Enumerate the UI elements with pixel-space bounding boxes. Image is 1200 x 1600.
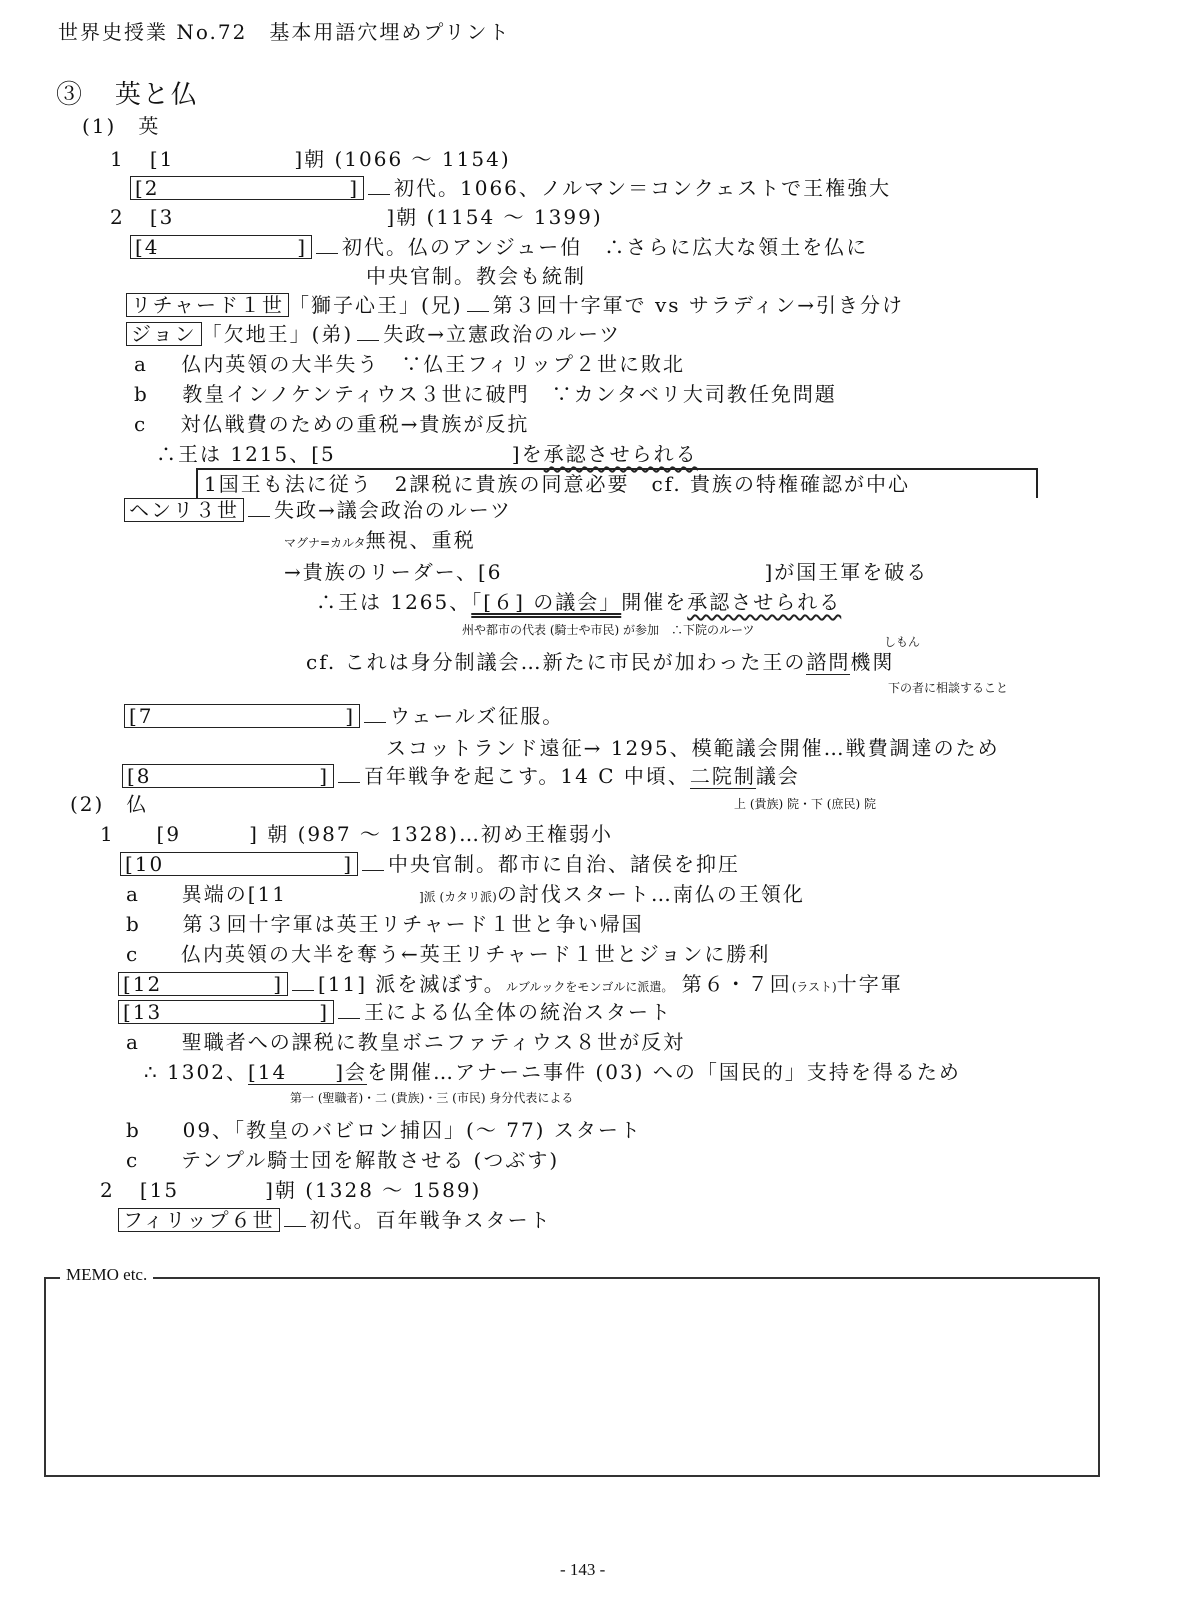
term-philippe-6: フィリップ６世 — [118, 1208, 280, 1232]
blank-9[interactable]: [9 — [156, 822, 182, 846]
ruby-shimon: しもん — [884, 635, 921, 649]
term-henry-3: ヘンリ３世 — [124, 498, 244, 522]
section-title — [56, 78, 199, 112]
england-heading: (1) 英 — [82, 114, 161, 138]
eng-item-b: b 教皇インノケンティウス３世に破門 ∵カンタベリ大司教任免問題 — [134, 382, 837, 406]
eng-line-22: [8 ] 百年戦争を起こす。14 C 中頃、二院制議会 — [122, 762, 800, 790]
fra-item-c2: c テンプル騎士団を解散させる (つぶす) — [126, 1148, 560, 1172]
blank-5[interactable]: ∴王は 1215、[5 — [156, 442, 336, 466]
fra-line-2: [10 ] 中央官制。都市に自治、諸侯を抑圧 — [120, 850, 740, 878]
eng-note-shimon: 下の者に相談すること — [888, 681, 1009, 695]
eng-line-1: 1 [1 ]朝 (1066 〜 1154) — [110, 147, 511, 171]
eng-line-15: →貴族のリーダー、[6 ]が国王軍を破る — [284, 560, 929, 584]
fra-item-a2: a 聖職者への課税に教皇ボニファティウス８世が反対 — [126, 1030, 686, 1054]
fra-line-7: [13 ] 王による仏全体の統治スタート — [118, 998, 672, 1026]
eng-item-c: c 対仏戦費のための重税→貴族が反抗 — [134, 412, 530, 436]
blank-4[interactable]: [4 ] — [130, 235, 312, 259]
memo-label: MEMO etc. — [60, 1263, 153, 1287]
section-number: ③ — [56, 80, 85, 110]
eng-line-5: 中央官制。教会も統制 — [366, 264, 586, 288]
blank-6[interactable]: →貴族のリーダー、[6 — [284, 560, 503, 584]
term-john: ジョン — [126, 322, 202, 346]
magna-carta-contents: 1国王も法に従う 2課税に貴族の同意必要 cf. 貴族の特権確認が中心 — [196, 468, 1038, 498]
fra-note-estates: 第一 (聖職者)・二 (貴族)・三 (市民) 身分代表による — [290, 1091, 574, 1105]
blank-11[interactable]: 異端の[11 — [181, 882, 287, 906]
section-title-text: 英と仏 — [114, 80, 199, 110]
france-heading: (2) 仏 — [70, 792, 149, 816]
eng-line-4: [4 ] 初代。仏のアンジュー伯 ∴さらに広大な領土を仏に — [130, 233, 868, 261]
blank-15[interactable]: [15 — [139, 1178, 180, 1202]
fra-item-b: b 第３回十字軍は英王リチャード１世と争い帰国 — [126, 912, 644, 936]
eng-line-2: [2 ] 初代。1066、ノルマン＝コンクェストで王権強大 — [130, 174, 891, 202]
term-richard-1: リチャード１世 — [126, 293, 289, 317]
fra-line-6: [12 ] [11] 派を滅ぼす。ルブルックをモンゴルに派遣。 第６・７回(ラスト)十字軍 — [118, 970, 903, 998]
fra-item-a: a 異端の[11 ]派 (カタリ派)の討伐スタート…南仏の王領化 — [126, 882, 805, 906]
memo-area[interactable] — [44, 1277, 1100, 1477]
blank-12[interactable]: [12 ] — [118, 972, 288, 996]
eng-line-14: マグナ=カルタ無視、重税 — [284, 528, 476, 552]
fra-line-14: フィリップ６世 初代。百年戦争スタート — [118, 1206, 552, 1234]
eng-note-1265: 州や都市の代表 (騎士や市民) が参加 ∴下院のルーツ — [462, 623, 755, 637]
blank-10[interactable]: [10 ] — [120, 852, 358, 876]
fra-line-9: ∴ 1302、[14 ]会を開催…アナーニ事件 (03) への「国民的」支持を得るため — [144, 1060, 961, 1084]
blank-8[interactable]: [8 ] — [122, 764, 334, 788]
page-number: - 143 - — [560, 1560, 606, 1579]
fra-line-1: 1 [9 ] 朝 (987 〜 1328)…初め王権弱小 — [100, 822, 613, 846]
eng-line-11: ∴王は 1215、[5 ]を承認させられる — [156, 442, 698, 466]
page-header-title: 世界史授業 No.72 基本用語穴埋めプリント — [58, 20, 511, 44]
eng-line-13: ヘンリ３世 失政→議会政治のルーツ — [124, 496, 512, 524]
eng-line-7: ジョン 「欠地王」(弟) 失政→立憲政治のルーツ — [126, 320, 621, 348]
eng-line-20: [7 ] ウェールズ征服。 — [124, 702, 564, 730]
eng-line-16: ∴王は 1265、「[６] の議会」開催を承認させられる — [316, 590, 842, 614]
eng-line-18: cf. これは身分制議会…新たに市民が加わった王の諮問機関 — [306, 650, 895, 674]
eng-line-21: スコットランド遠征→ 1295、模範議会開催…戦費調達のため — [386, 736, 1000, 760]
fra-item-b2: b 09、「教皇のバビロン捕囚」(〜 77) スタート — [126, 1118, 642, 1142]
blank-2[interactable]: [2 ] — [130, 176, 364, 200]
eng-line-6: リチャード１世 「獅子心王」(兄) 第３回十字軍で vs サラディン→引き分け — [126, 291, 904, 319]
blank-3[interactable]: [3 — [149, 205, 175, 229]
eng-note-bicameral: 上 (貴族) 院・下 (庶民) 院 — [734, 797, 876, 811]
blank-7[interactable]: [7 ] — [124, 704, 360, 728]
eng-line-3: 2 [3 ]朝 (1154 〜 1399) — [110, 205, 603, 229]
blank-14[interactable]: [14 ]会 — [247, 1060, 368, 1084]
blank-1[interactable]: [1 — [149, 147, 175, 171]
blank-13[interactable]: [13 ] — [118, 1000, 334, 1024]
eng-item-a: a 仏内英領の大半失う ∵仏王フィリップ２世に敗北 — [134, 352, 685, 376]
fra-item-c: c 仏内英領の大半を奪う←英王リチャード１世とジョンに勝利 — [126, 942, 771, 966]
fra-line-13: 2 [15 ]朝 (1328 〜 1589) — [100, 1178, 482, 1202]
